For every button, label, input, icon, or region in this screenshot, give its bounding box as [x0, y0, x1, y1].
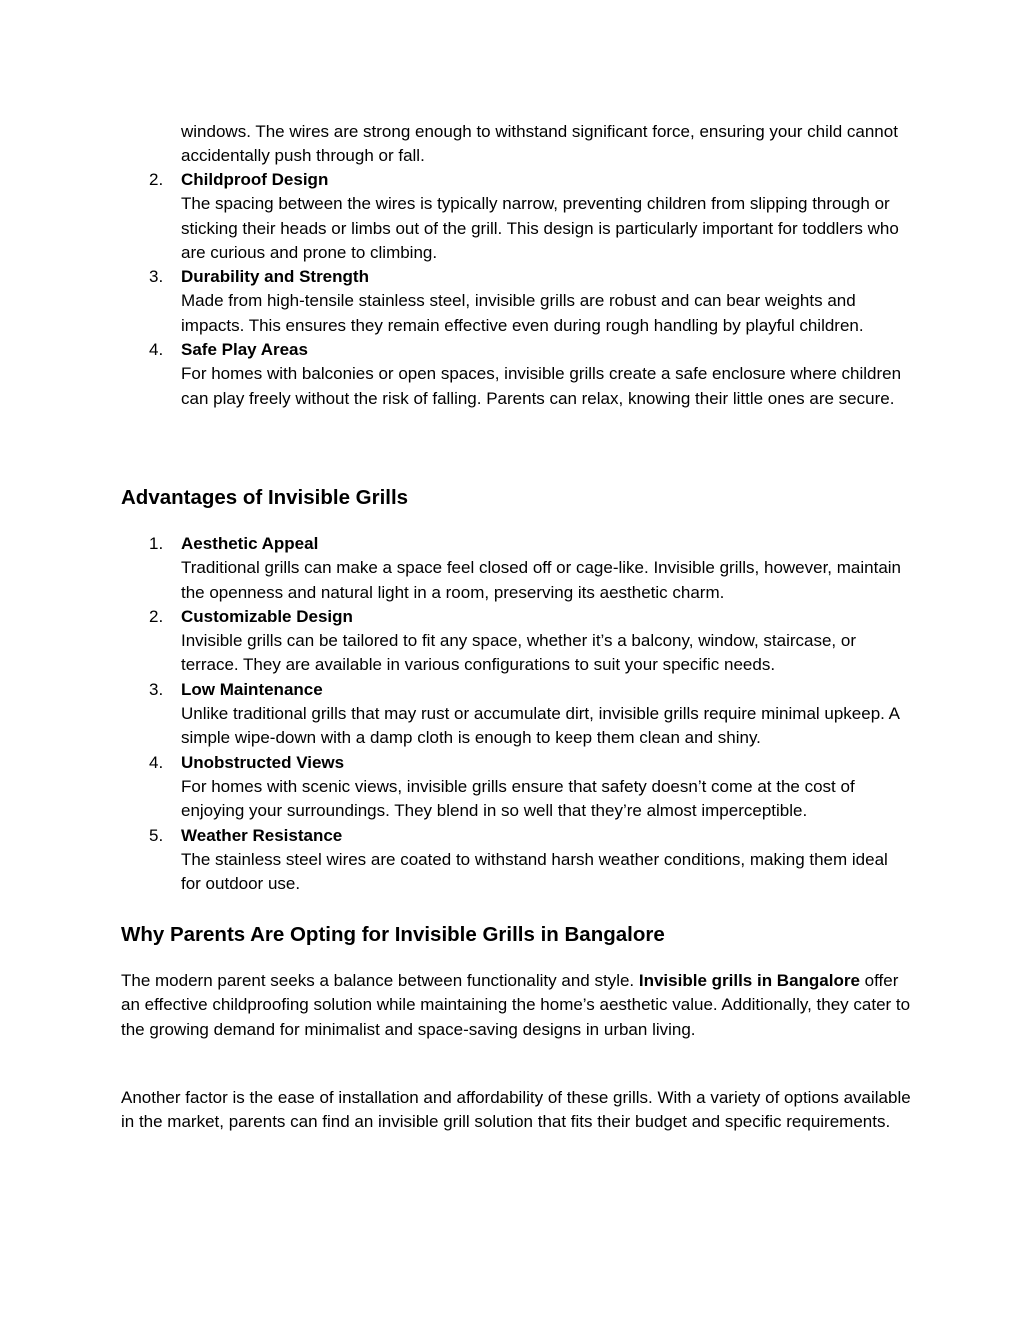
advantages-heading: Advantages of Invisible Grills — [121, 486, 409, 509]
list-item-body — [181, 338, 911, 411]
list-item-description: Traditional grills can make a space feel closed off or cage-like. Invisible grills, however, maintain the openness and natural light in a room, preserving its aesthetic charm. — [181, 558, 902, 602]
list-item — [0, 265, 1024, 338]
list-item-title: Unobstructed Views — [181, 752, 345, 772]
list-item-body — [181, 678, 911, 751]
list-item-body — [181, 532, 911, 605]
list-item-description: Invisible grills can be tailored to fit any space, whether it’s a balcony, window, staircase, or terrace. They are available in various configurations to suit your specific needs. — [181, 631, 856, 675]
safety-item-1-continuation: windows. The wires are strong enough to withstand significant force, ensuring your child cannot accidentally push through or fall. — [181, 122, 898, 166]
list-item-body — [181, 605, 911, 678]
list-item-description: For homes with scenic views, invisible grills ensure that safety doesn’t come at the cost of enjoying your surroundings. They blend in so well that they’re almost imperceptible. — [181, 776, 855, 821]
list-item — [0, 751, 1024, 824]
list-item-title: Safe Play Areas — [181, 340, 308, 360]
list-number: 4. — [149, 752, 164, 772]
list-item-description: For homes with balconies or open spaces, invisible grills create a safe enclosure where children can play freely without the risk of falling. Parents can relax, knowing their little ones are secure. — [181, 364, 902, 408]
list-item-title: Low Maintenance — [181, 679, 323, 699]
list-item-description: Unlike traditional grills that may rust or accumulate dirt, invisible grills require minimal upkeep. A simple wipe-down with a damp cloth is enough to keep them clean and shiny. — [181, 704, 900, 748]
list-item — [0, 678, 1024, 751]
list-number: 3. — [149, 267, 164, 287]
list-item-title: Childproof Design — [181, 170, 329, 189]
list-item — [0, 168, 1024, 265]
list-item — [0, 532, 1024, 605]
list-item — [0, 605, 1024, 678]
list-number: 3. — [149, 679, 164, 699]
list-number: 2. — [149, 606, 164, 626]
list-item-body — [181, 751, 911, 824]
list-item-description: Made from high-tensile stainless steel, invisible grills are robust and can bear weights and impacts. This ensures they remain effective even during rough handling by playful children. — [181, 291, 864, 335]
list-number: 4. — [149, 340, 164, 360]
list-number: 2. — [149, 170, 164, 189]
list-item-description: The spacing between the wires is typically narrow, preventing children from slipping through or sticking their heads or limbs out of the grill. This design is particularly important for toddlers who are curious and prone to climbing. — [181, 194, 899, 262]
list-item — [0, 338, 1024, 411]
list-number: 5. — [149, 825, 164, 845]
advantages-list — [0, 532, 1024, 896]
list-item-body — [181, 168, 911, 265]
list-item-title: Aesthetic Appeal — [181, 534, 319, 553]
list-item-description: The stainless steel wires are coated to withstand harsh weather conditions, making them ideal for outdoor use. — [181, 849, 888, 894]
list-item-body — [181, 824, 911, 897]
list-item-title: Customizable Design — [181, 606, 353, 626]
bold-phrase: Invisible grills in Bangalore — [638, 971, 860, 990]
list-item-title: Weather Resistance — [181, 825, 343, 845]
list-item — [0, 824, 1024, 897]
why-parents-paragraph-2: Another factor is the ease of installation and affordability of these grills. With a variety of options available in the market, parents can find an invisible grill solution that fits their budget and specific requirements. — [121, 1088, 911, 1132]
safety-features-list — [0, 168, 1024, 411]
why-parents-paragraph-1 — [121, 969, 911, 1042]
paragraph-text: The modern parent seeks a balance between functionality and style. — [121, 971, 639, 990]
list-item-title: Durability and Strength — [181, 267, 369, 287]
why-parents-heading: Why Parents Are Opting for Invisible Grills in Bangalore — [121, 923, 665, 946]
list-item-body — [181, 265, 911, 338]
list-number: 1. — [149, 534, 164, 553]
paragraph-text: offer an effective childproofing solution while maintaining the home’s aesthetic value. Additionally, they cater to the growing demand for minimalist and space-saving designs in urban living. — [121, 971, 911, 1039]
